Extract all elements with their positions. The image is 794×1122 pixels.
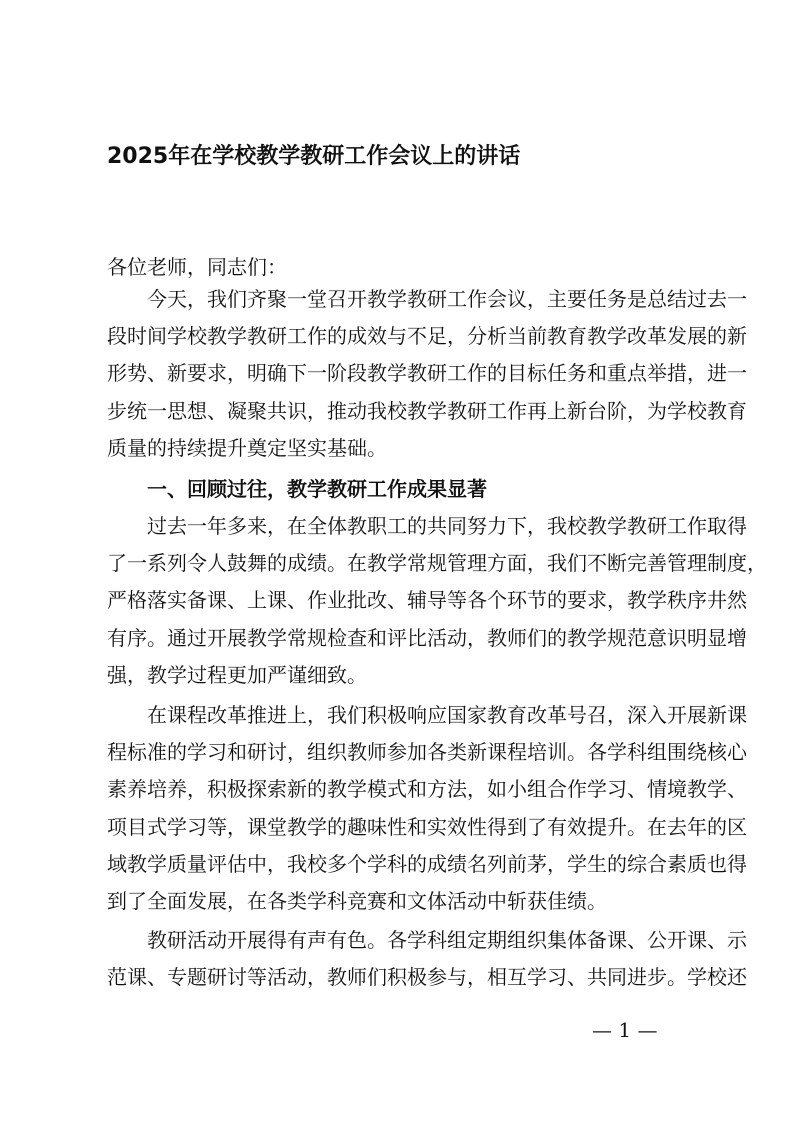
- paragraph-line: 范课、专题研讨等活动，教师们积极参与，相互学习、共同进步。学校还: [107, 965, 747, 990]
- paragraph-line: 项目式学习等，课堂教学的趣味性和实效性得到了有效提升。在去年的区: [107, 814, 747, 839]
- paragraph-line: 过去一年多来，在全体教职工的共同努力下，我校教学教研工作取得: [147, 514, 747, 538]
- page-number: — 1 —: [592, 1018, 658, 1042]
- paragraph-line: 段时间学校教学教研工作的成效与不足，分析当前教育教学改革发展的新: [107, 324, 747, 349]
- paragraph-line: 程标准的学习和研讨，组织教师参加各类新课程培训。各学科组围绕核心: [107, 740, 747, 765]
- paragraph-achievements: [107, 508, 767, 694]
- paragraph-line: 严格落实备课、上课、作业批改、辅导等各个环节的要求，教学秩序井然: [107, 588, 747, 613]
- paragraph-line: 素养培养，积极探索新的教学模式和方法，如小组合作学习、情境教学、: [107, 777, 747, 802]
- paragraph-line: 质量的持续提升奠定坚实基础。: [107, 435, 387, 460]
- paragraph-intro: [107, 281, 747, 467]
- paragraph-line: 今天，我们齐聚一堂召开教学教研工作会议，主要任务是总结过去一: [147, 287, 747, 311]
- paragraph-line: 步统一思想、凝聚共识，推动我校教学教研工作再上新台阶，为学校教育: [107, 398, 747, 423]
- paragraph-line: 形势、新要求，明确下一阶段教学教研工作的目标任务和重点举措，进一: [107, 361, 747, 386]
- paragraph-line: 在课程改革推进上，我们积极响应国家教育改革号召，深入开展新课: [147, 703, 747, 727]
- paragraph-line: 有序。通过开展教学常规检查和评比活动，教师们的教学规范意识明显增: [107, 625, 747, 650]
- paragraph-line: 了一系列令人鼓舞的成绩。在教学常规管理方面，我们不断完善管理制度，: [107, 551, 767, 576]
- paragraph-line: 强，教学过程更加严谨细致。: [107, 662, 367, 687]
- paragraph-research-activities: [107, 922, 747, 996]
- document-title: 2025年在学校教学教研工作会议上的讲话: [107, 144, 521, 169]
- salutation-text: 各位老师，同志们：: [107, 255, 287, 279]
- section-heading: 一、回顾过往，教学教研工作成果显著: [147, 477, 487, 501]
- paragraph-line: 到了全面发展，在各类学科竞赛和文体活动中斩获佳绩。: [107, 888, 607, 913]
- paragraph-line: 域教学质量评估中，我校多个学科的成绩名列前茅，学生的综合素质也得: [107, 851, 747, 876]
- paragraph-line: 教研活动开展得有声有色。各学科组定期组织集体备课、公开课、示: [147, 928, 747, 952]
- paragraph-curriculum-reform: [107, 697, 747, 920]
